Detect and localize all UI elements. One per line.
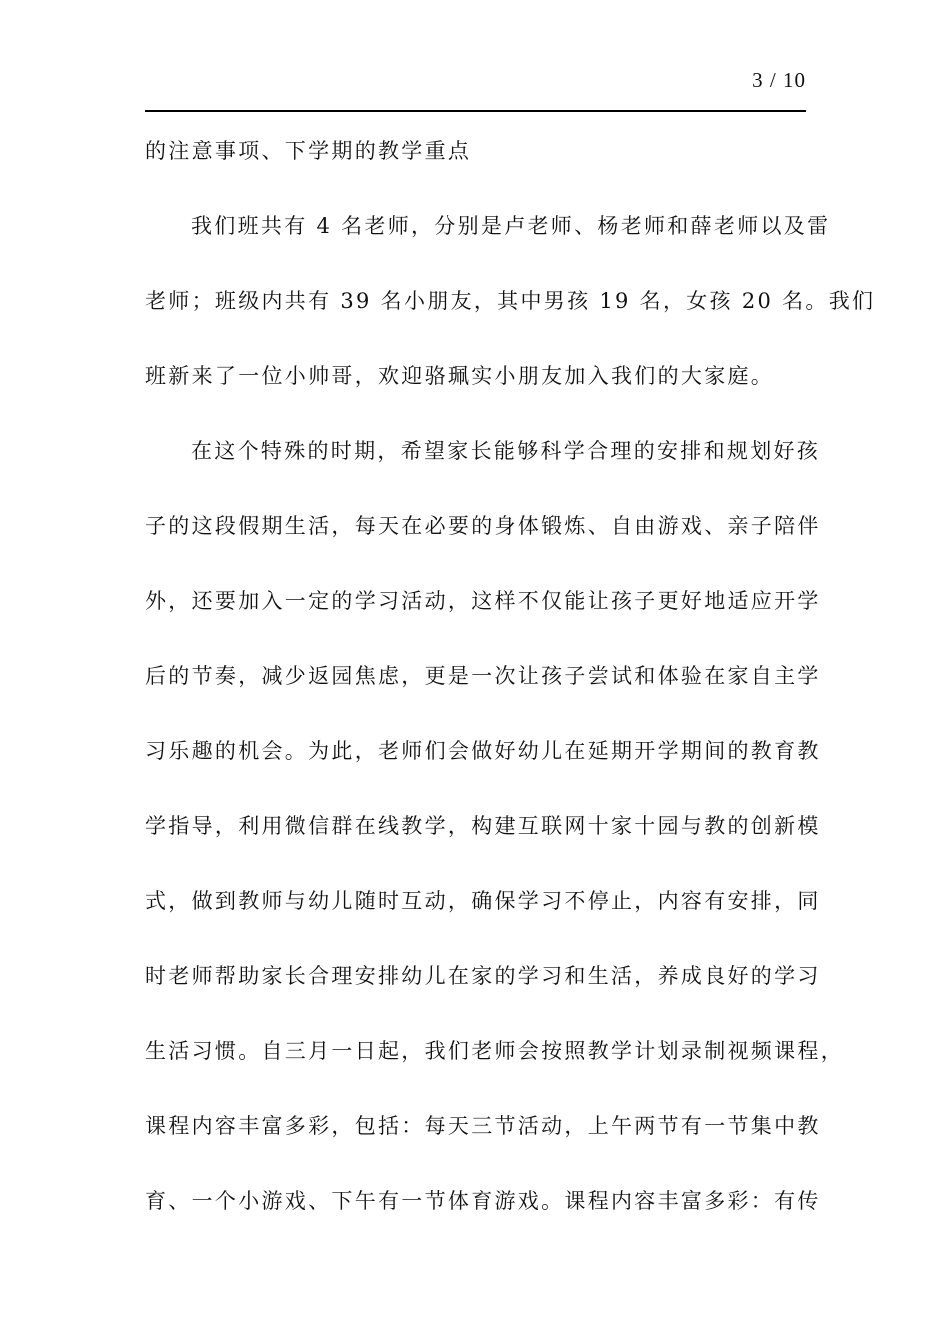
text-line: 老师；班级内共有 39 名小朋友，其中男孩 19 名，女孩 20 名。我们 <box>145 289 876 313</box>
text-line: 习乐趣的机会。为此，老师们会做好幼儿在延期开学期间的教育教 <box>145 739 821 763</box>
text-line: 育、一个小游戏、下午有一节体育游戏。课程内容丰富多彩：有传 <box>145 1189 821 1213</box>
header-rule <box>145 110 806 112</box>
text-line: 子的这段假期生活，每天在必要的身体锻炼、自由游戏、亲子陪伴 <box>145 514 821 538</box>
text-line: 式，做到教师与幼儿随时互动，确保学习不停止，内容有安排，同 <box>145 889 821 913</box>
text-line: 外，还要加入一定的学习活动，这样不仅能让孩子更好地适应开学 <box>145 589 821 613</box>
paragraph-start-line: 我们班共有 4 名老师，分别是卢老师、杨老师和薛老师以及雷 <box>191 214 831 238</box>
text-line: 后的节奏，减少返园焦虑，更是一次让孩子尝试和体验在家自主学 <box>145 664 821 688</box>
text-line: 课程内容丰富多彩，包括：每天三节活动，上午两节有一节集中教 <box>145 1114 821 1138</box>
text-line: 学指导，利用微信群在线教学，构建互联网十家十园与教的创新模 <box>145 814 821 838</box>
text-line: 时老师帮助家长合理安排幼儿在家的学习和生活，养成良好的学习 <box>145 964 821 988</box>
document-body <box>145 131 876 1256</box>
text-line: 的注意事项、下学期的教学重点 <box>145 139 472 163</box>
text-line: 班新来了一位小帅哥，欢迎骆珮实小朋友加入我们的大家庭。 <box>145 364 775 388</box>
text-line: 生活习惯。自三月一日起，我们老师会按照教学计划录制视频课程， <box>145 1039 844 1063</box>
page-number: 3 / 10 <box>752 68 806 92</box>
paragraph-start-line: 在这个特殊的时期，希望家长能够科学合理的安排和规划好孩 <box>191 439 821 463</box>
